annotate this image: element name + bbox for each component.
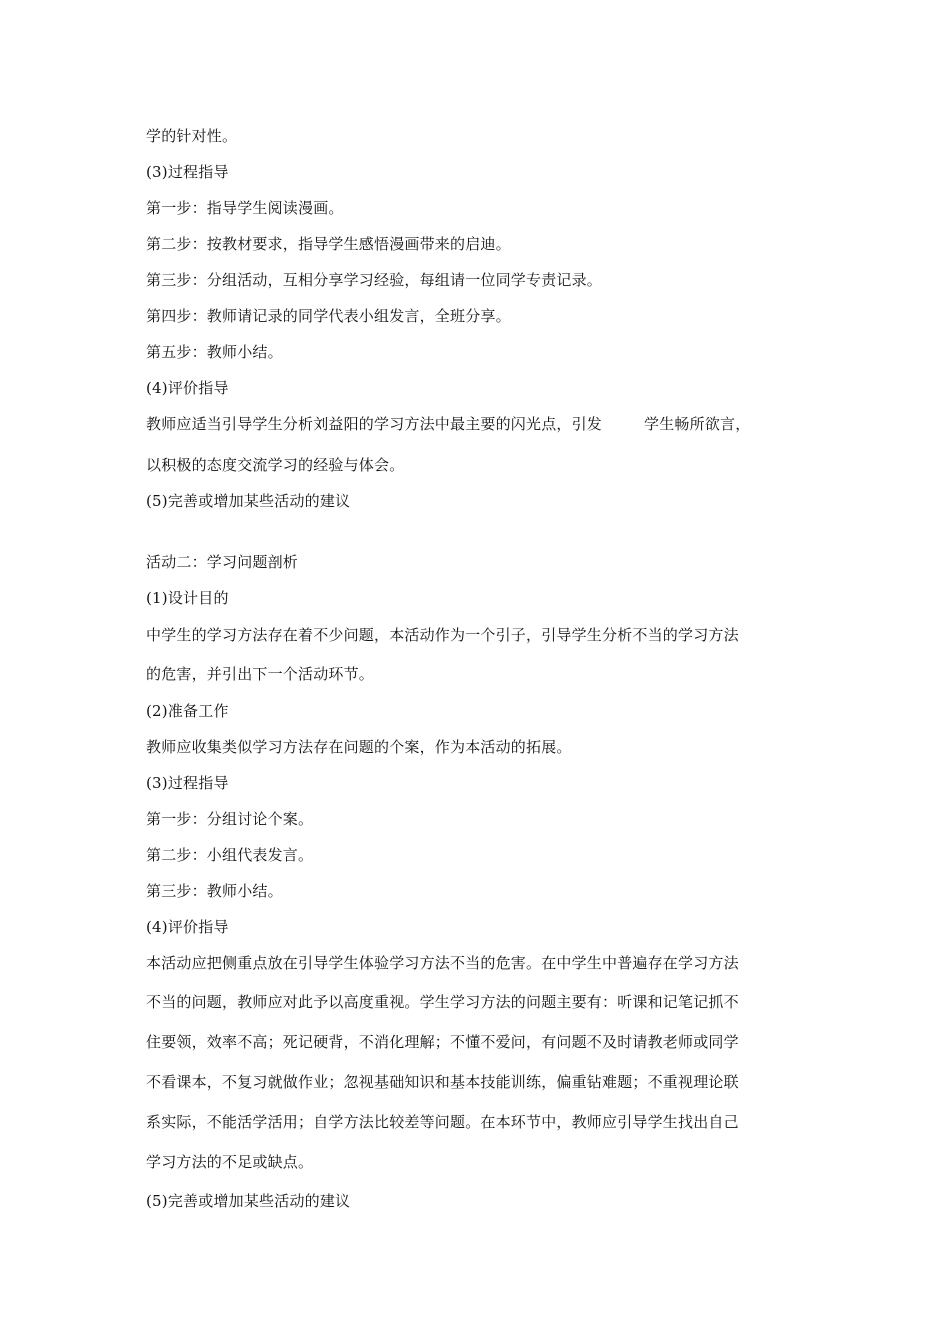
section-heading: (3)过程指导 <box>146 163 229 181</box>
text-line: 不当的问题，教师应对此予以高度重视。学生学习方法的问题主要有：听课和记笔记抓不 <box>146 993 739 1011</box>
text-line: 系实际，不能活学活用；自学方法比较差等问题。在本环节中，教师应引导学生找出自己 <box>146 1113 739 1131</box>
text-line: 中学生的学习方法存在着不少问题，本活动作为一个引子，引导学生分析不当的学习方法 <box>146 626 739 644</box>
section-heading: (5)完善或增加某些活动的建议 <box>146 1192 351 1210</box>
text-line: 第二步：按教材要求，指导学生感悟漫画带来的启迪。 <box>146 235 511 253</box>
text-line: 第三步：分组活动，互相分享学习经验，每组请一位同学专责记录。 <box>146 271 603 289</box>
text-line: 第五步：教师小结。 <box>146 343 283 361</box>
text-line: 第二步：小组代表发言。 <box>146 846 314 864</box>
text-line: 第四步：教师请记录的同学代表小组发言，全班分享。 <box>146 307 511 325</box>
text-line: 第一步：指导学生阅读漫画。 <box>146 199 344 217</box>
text-segment: 学生畅所欲言， <box>644 415 751 433</box>
text-line: 的危害，并引出下一个活动环节。 <box>146 665 375 683</box>
text-line: 住要领，效率不高；死记硬背，不消化理解；不懂不爱问，有问题不及时请教老师或同学 <box>146 1033 739 1051</box>
text-line: 以积极的态度交流学习的经验与体会。 <box>146 456 405 474</box>
text-line: 不看课本，不复习就做作业；忽视基础知识和基本技能训练，偏重钻难题；不重视理论联 <box>146 1073 739 1091</box>
text-line: 教师应收集类似学习方法存在问题的个案，作为本活动的拓展。 <box>146 738 572 756</box>
section-heading: (2)准备工作 <box>146 702 229 720</box>
section-heading: (1)设计目的 <box>146 589 229 607</box>
section-heading: (5)完善或增加某些活动的建议 <box>146 492 351 510</box>
section-heading: (4)评价指导 <box>146 918 229 936</box>
text-segment: 教师应适当引导学生分析刘益阳的学习方法中最主要的闪光点，引发 <box>146 415 603 433</box>
text-line: 学习方法的不足或缺点。 <box>146 1153 314 1171</box>
activity-title: 活动二：学习问题剖析 <box>146 553 299 571</box>
text-line: 本活动应把侧重点放在引导学生体验学习方法不当的危害。在中学生中普遍存在学习方法 <box>146 954 739 972</box>
text-line: 第一步：分组讨论个案。 <box>146 810 314 828</box>
text-line <box>146 414 826 434</box>
section-heading: (3)过程指导 <box>146 774 229 792</box>
text-line: 学的针对性。 <box>146 127 238 145</box>
text-line: 第三步：教师小结。 <box>146 882 283 900</box>
section-heading: (4)评价指导 <box>146 379 229 397</box>
